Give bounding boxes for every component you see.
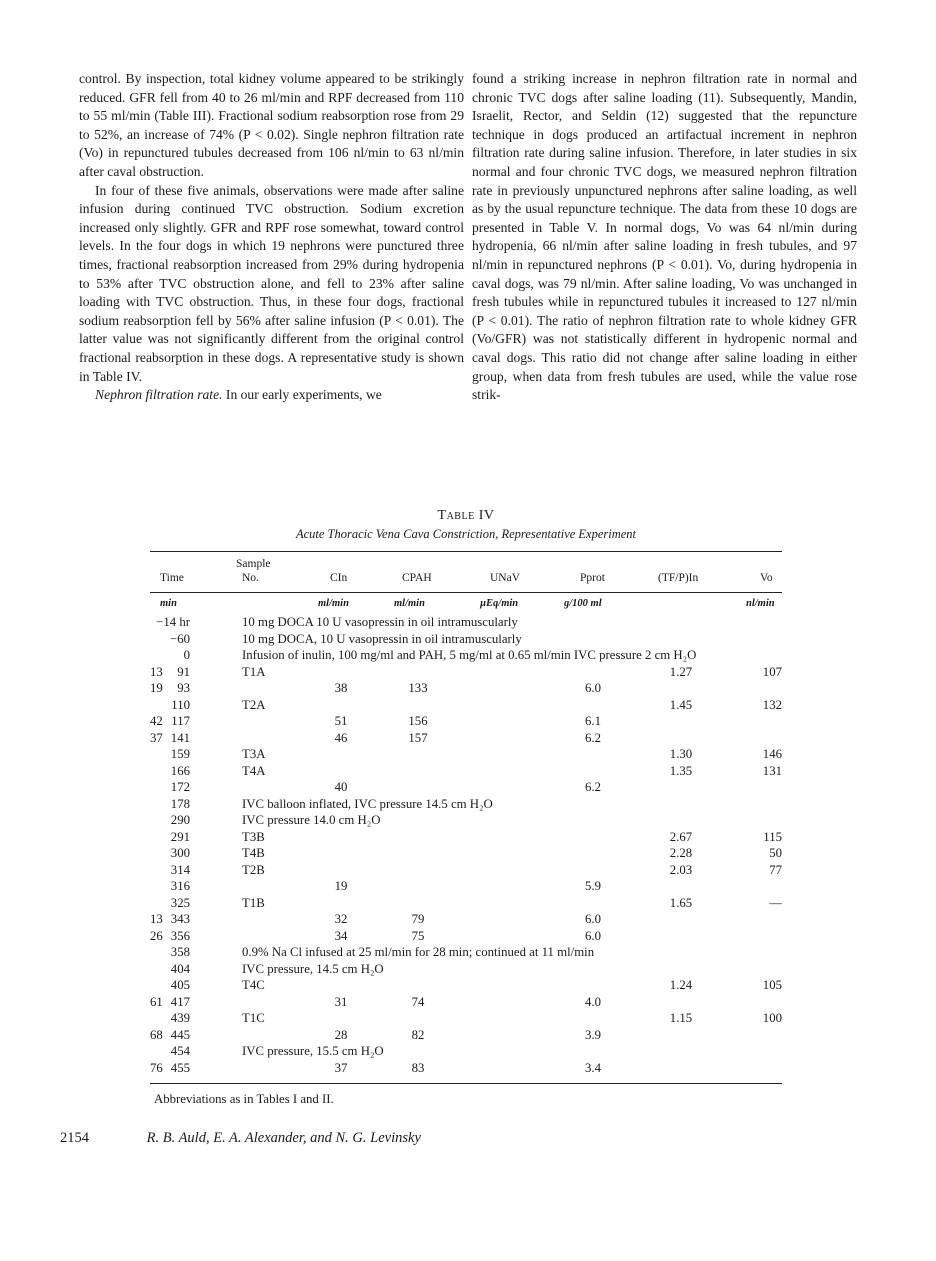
table-iv [150, 508, 782, 1107]
cell-pprot: 6.2 [585, 780, 601, 794]
cell-time: 91 [177, 664, 190, 679]
table-row [150, 830, 782, 847]
cell-vo: 100 [762, 1011, 782, 1025]
cell-pprot: 6.2 [585, 730, 601, 745]
cell-tfp: 1.65 [669, 895, 693, 910]
cell-cin: 19 [334, 879, 348, 893]
cell-cpah: 157 [408, 730, 428, 745]
cell-time: 141 [170, 730, 190, 745]
table-row [150, 863, 782, 880]
header-cin: CIn [330, 572, 348, 584]
table-row [150, 731, 782, 748]
cell-time: 404 [170, 961, 190, 976]
cell-time: 159 [170, 747, 190, 761]
table-subtitle: Acute Thoracic Vena Cava Constriction, Representative Experiment [295, 527, 637, 541]
table-row [150, 780, 782, 797]
cell-vo: 115 [763, 829, 782, 844]
cell-sample: T4A [242, 763, 266, 778]
unit-unav: µEq/min [480, 598, 519, 609]
cell-cpah: 156 [408, 714, 428, 728]
table-row [150, 764, 782, 781]
cell-time: 358 [170, 945, 190, 959]
cell-tfp: 1.35 [669, 763, 693, 778]
cell-time: 316 [170, 879, 190, 893]
table-title: Table IV [437, 508, 495, 523]
section-heading: Nephron filtration rate. [95, 387, 223, 403]
cell-tfp: 1.15 [669, 1011, 693, 1025]
table-row [150, 632, 782, 649]
cell-time: 172 [170, 780, 190, 794]
cell-pprot: 4.0 [585, 994, 601, 1009]
cell-sample: T3A [242, 747, 266, 761]
cell-time: 454 [170, 1044, 190, 1058]
table-row [150, 681, 782, 698]
cell-pprot: 6.0 [585, 681, 601, 695]
bottom-rule [150, 1083, 782, 1084]
cell-time: 314 [170, 862, 190, 877]
cell-vo: — [769, 895, 782, 910]
cell-unav: 26 [150, 928, 163, 943]
table-row [150, 813, 782, 830]
table-row [150, 714, 782, 731]
cell-pprot: 6.0 [585, 912, 601, 926]
cell-note: 0.9% Na Cl infused at 25 ml/min for 28 min; continued at 11 ml/min [242, 945, 595, 959]
cell-vo: 146 [762, 747, 782, 761]
cell-cpah: 83 [411, 1060, 425, 1075]
table-row [150, 665, 782, 682]
cell-pprot: 3.9 [585, 1027, 601, 1042]
cell-tfp: 1.30 [669, 747, 693, 761]
cell-vo: 131 [762, 763, 782, 778]
table-row [150, 896, 782, 913]
cell-cin: 34 [334, 928, 348, 943]
cell-unav: 19 [150, 681, 163, 695]
cell-time: 343 [170, 912, 190, 926]
cell-note: IVC balloon inflated, IVC pressure 14.5 cm H₂O [242, 796, 493, 811]
table-header [150, 552, 782, 592]
unit-cpah: ml/min [394, 598, 425, 609]
paragraph [79, 386, 464, 405]
cell-cpah: 79 [411, 912, 425, 926]
cell-pprot: 3.4 [585, 1060, 601, 1075]
cell-time: 300 [170, 846, 190, 860]
table-row [150, 1044, 782, 1061]
units-row [150, 593, 782, 615]
cell-time: 445 [170, 1027, 190, 1042]
cell-time: 405 [170, 978, 190, 992]
cell-cin: 46 [334, 730, 348, 745]
unit-vo: nl/min [746, 598, 775, 609]
header-unav: UNaV [490, 572, 521, 584]
table-row [150, 846, 782, 863]
paragraph: found a striking increase in nephron filtration rate in normal and chronic TVC dogs after saline loading (11). Subsequently, Mandin, Israelit, Rector, and Seldin (12) suggested that the repuncture technique in dogs produced an artifactual increment in nephron filtration rate during saline infusion. Therefore, in later studies in six normal and four chronic TVC dogs, we measured nephron filtration rate in previously unpunctured nephrons after saline loading, as well as by the usual repuncture technique. The data from these 10 dogs are presented in Table V. In normal dogs, Vo was 64 nl/min during hydropenia, 66 nl/min after saline loading in fresh tubules, and 97 nl/min in repunctured nephrons (P < 0.01). Vo, during hydropenia in caval dogs, was 79 nl/min. After saline loading, Vo was unchanged in fresh tubules while in repunctured tubules it increased to 127 nl/min (P < 0.01). The ratio of nephron filtration rate to whole kidney GFR (Vo/GFR) was not statistically different in hydropenic normal and caval dogs. This ratio did not change after saline loading in either group, when data from fresh tubules are used, while the value rose strik- [472, 71, 857, 403]
cell-tfp: 1.45 [669, 697, 693, 712]
table-row [150, 995, 782, 1012]
cell-cin: 38 [334, 681, 348, 695]
table-footnote: Abbreviations as in Tables I and II. [154, 1092, 334, 1106]
cell-sample: T4C [242, 978, 265, 992]
cell-tfp: 1.27 [669, 664, 693, 679]
cell-tfp: 2.67 [669, 829, 693, 844]
cell-time: 290 [170, 813, 190, 827]
cell-time: 117 [171, 714, 190, 728]
cell-tfp: 2.28 [669, 846, 693, 860]
cell-tfp: 2.03 [669, 862, 693, 877]
cell-vo: 77 [769, 862, 782, 877]
cell-vo: 50 [769, 846, 782, 860]
cell-pprot: 6.1 [585, 714, 601, 728]
cell-note: IVC pressure, 14.5 cm H₂O [242, 961, 384, 976]
cell-unav: 42 [150, 714, 163, 728]
cell-time: 455 [170, 1060, 190, 1075]
cell-sample: T1B [242, 895, 265, 910]
cell-cpah: 82 [411, 1027, 425, 1042]
cell-time: 291 [170, 829, 190, 844]
table-row [150, 797, 782, 814]
cell-time: 439 [170, 1011, 190, 1025]
table-row [150, 1028, 782, 1045]
paragraph: control. By inspection, total kidney volume appeared to be strikingly reduced. GFR fell from 40 to 26 ml/min and RPF decreased from 110 to 55 ml/min (Table III). Fractional sodium reabsorption rose from 29 to 52%, an increase of 74% (P < 0.02). Single nephron filtration rate (Vo) in repunctured tubules decreased from 106 nl/min to 63 nl/min after caval obstruction. [79, 71, 464, 179]
cell-time: 93 [177, 681, 190, 695]
cell-pprot: 6.0 [585, 928, 601, 943]
unit-time: min [160, 598, 177, 609]
cell-note: Infusion of inulin, 100 mg/ml and PAH, 5 mg/ml at 0.65 ml/min IVC pressure 2 cm H₂O [242, 648, 697, 662]
table-row [150, 978, 782, 995]
cell-note: 10 mg DOCA 10 U vasopressin in oil intramuscularly [242, 615, 518, 629]
cell-vo: 105 [762, 978, 782, 992]
cell-cin: 40 [334, 780, 348, 794]
cell-unav: 68 [150, 1027, 163, 1042]
cell-cpah: 74 [411, 994, 425, 1009]
cell-unav: 37 [150, 730, 163, 745]
cell-cin: 31 [334, 994, 348, 1009]
cell-time: 166 [170, 763, 190, 778]
right-column [472, 70, 857, 405]
cell-cin: 28 [334, 1027, 348, 1042]
cell-time: −60 [169, 631, 190, 646]
authors: R. B. Auld, E. A. Alexander, and N. G. Levinsky [146, 1130, 421, 1146]
cell-sample: T3B [242, 829, 265, 844]
cell-time: 325 [170, 895, 190, 910]
cell-time: 356 [170, 928, 190, 943]
header-time: Time [160, 572, 184, 584]
cell-vo: 107 [762, 664, 782, 679]
cell-time: 0 [183, 648, 190, 662]
cell-time: 178 [170, 796, 190, 811]
cell-note: IVC pressure, 15.5 cm H₂O [242, 1044, 384, 1058]
cell-sample: T1C [242, 1011, 265, 1025]
cell-note: 10 mg DOCA, 10 U vasopressin in oil intramuscularly [242, 631, 522, 646]
table-row [150, 945, 782, 962]
cell-unav: 13 [150, 664, 163, 679]
paragraph-text: In our early experiments, we [222, 387, 382, 403]
cell-pprot: 5.9 [585, 879, 601, 893]
cell-cin: 32 [334, 912, 348, 926]
cell-time: 417 [170, 994, 190, 1009]
cell-unav: 61 [150, 994, 163, 1009]
table-row [150, 879, 782, 896]
cell-sample: T2B [242, 862, 265, 877]
cell-vo: 132 [762, 697, 782, 712]
paragraph: In four of these five animals, observations were made after saline infusion during continued TVC obstruction. Sodium excretion increased only slightly. GFR and RPF rose somewhat, toward control levels. In the four dogs in which 19 nephrons were punctured three times, fractional reabsorption increased from 29% during hydropenia to 53% after TVC obstruction alone, and fell to 23% after saline loading with TVC obstruction. Thus, in these four dogs, fractional sodium reabsorption fell by 56% after saline infusion (P < 0.01). The latter value was not significantly different from the original control fractional reabsorption in these dogs. A representative study is shown in Table IV. [79, 182, 464, 384]
page-number: 2154 [60, 1130, 89, 1146]
left-column [79, 70, 464, 405]
cell-cin: 37 [334, 1060, 348, 1075]
table-row [150, 615, 782, 632]
table-row [150, 698, 782, 715]
header-cpah: CPAH [402, 572, 432, 584]
table-row [150, 648, 782, 665]
page-footer [60, 1130, 421, 1147]
table-row [150, 1061, 782, 1078]
unit-pprot: g/100 ml [564, 598, 602, 609]
header-sample-line2: No. [242, 572, 259, 584]
unit-cin: ml/min [318, 598, 349, 609]
table-row [150, 1011, 782, 1028]
table-row [150, 912, 782, 929]
header-vo: Vo [760, 572, 773, 584]
header-tfp: (TF/P)In [658, 572, 699, 584]
table-row [150, 747, 782, 764]
cell-unav: 13 [150, 912, 163, 926]
table-row [150, 962, 782, 979]
cell-cpah: 133 [408, 681, 428, 695]
cell-sample: T2A [242, 697, 266, 712]
cell-time: 110 [171, 697, 190, 712]
cell-cin: 51 [334, 714, 348, 728]
table-row [150, 929, 782, 946]
cell-note: IVC pressure 14.0 cm H₂O [242, 813, 381, 827]
header-pprot: Pprot [580, 572, 605, 584]
header-sample-line1: Sample [236, 558, 271, 570]
cell-tfp: 1.24 [669, 978, 693, 992]
cell-time: −14 hr [156, 615, 190, 629]
table-body [150, 615, 782, 1077]
cell-sample: T1A [242, 664, 266, 679]
cell-unav: 76 [150, 1060, 163, 1075]
cell-sample: T4B [242, 846, 265, 860]
cell-cpah: 75 [411, 928, 425, 943]
